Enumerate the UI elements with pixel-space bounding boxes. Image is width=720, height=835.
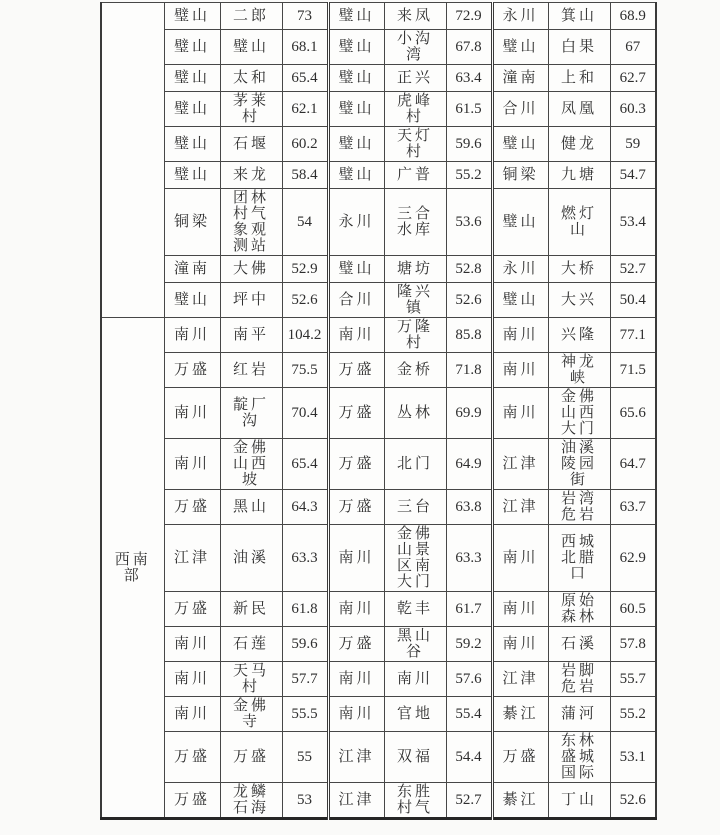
district-cell: 綦江: [492, 783, 548, 819]
table-row: [101, 189, 656, 256]
site-cell: 璧山: [220, 30, 282, 65]
site-cell: 黑山: [220, 490, 282, 525]
district-cell: 江津: [492, 439, 548, 490]
site-cell: 南平: [220, 318, 282, 353]
value-cell: 53.4: [610, 189, 656, 256]
site-cell: 虎峰村: [384, 92, 446, 127]
district-cell: 万盛: [164, 353, 220, 388]
value-cell: 50.4: [610, 283, 656, 318]
site-cell: 官地: [384, 697, 446, 732]
district-cell: 南川: [164, 662, 220, 697]
district-cell: 南川: [328, 318, 384, 353]
value-cell: 52.7: [446, 783, 492, 819]
value-cell: 73: [282, 3, 328, 30]
value-cell: 62.9: [610, 525, 656, 592]
district-cell: 南川: [328, 697, 384, 732]
site-cell: 燃灯山: [548, 189, 610, 256]
site-cell: 太和: [220, 65, 282, 92]
district-cell: 璧山: [328, 127, 384, 162]
district-cell: 璧山: [164, 283, 220, 318]
site-cell: 万盛: [220, 732, 282, 783]
table-row: [101, 627, 656, 662]
value-cell: 61.8: [282, 592, 328, 627]
district-cell: 永川: [328, 189, 384, 256]
site-cell: 来龙: [220, 162, 282, 189]
value-cell: 52.6: [446, 283, 492, 318]
site-cell: 小沟湾: [384, 30, 446, 65]
value-cell: 64.9: [446, 439, 492, 490]
site-cell: 健龙: [548, 127, 610, 162]
value-cell: 59: [610, 127, 656, 162]
site-cell: 金佛山西大门: [548, 388, 610, 439]
site-cell: 来凤: [384, 3, 446, 30]
site-cell: 红岩: [220, 353, 282, 388]
district-cell: 璧山: [328, 92, 384, 127]
rainfall-station-table: [100, 2, 657, 820]
district-cell: 璧山: [164, 65, 220, 92]
site-cell: 龙鳞石海: [220, 783, 282, 819]
table-row: [101, 318, 656, 353]
value-cell: 75.5: [282, 353, 328, 388]
value-cell: 53.1: [610, 732, 656, 783]
district-cell: 永川: [492, 3, 548, 30]
district-cell: 万盛: [164, 592, 220, 627]
district-cell: 万盛: [328, 388, 384, 439]
table-row: [101, 162, 656, 189]
value-cell: 60.5: [610, 592, 656, 627]
district-cell: 璧山: [328, 162, 384, 189]
site-cell: 丁山: [548, 783, 610, 819]
table-row: [101, 92, 656, 127]
district-cell: 江津: [492, 662, 548, 697]
table-row: [101, 283, 656, 318]
table-row: [101, 256, 656, 283]
value-cell: 59.2: [446, 627, 492, 662]
value-cell: 57.8: [610, 627, 656, 662]
site-cell: 东林盛城国际: [548, 732, 610, 783]
table-row: [101, 697, 656, 732]
value-cell: 64.7: [610, 439, 656, 490]
value-cell: 69.9: [446, 388, 492, 439]
value-cell: 64.3: [282, 490, 328, 525]
site-cell: 丛林: [384, 388, 446, 439]
district-cell: 江津: [328, 732, 384, 783]
value-cell: 58.4: [282, 162, 328, 189]
district-cell: 璧山: [492, 189, 548, 256]
site-cell: 油溪陵园街: [548, 439, 610, 490]
district-cell: 南川: [328, 592, 384, 627]
value-cell: 52.9: [282, 256, 328, 283]
value-cell: 63.7: [610, 490, 656, 525]
value-cell: 65.4: [282, 65, 328, 92]
table-row: [101, 3, 656, 30]
site-cell: 岩脚危岩: [548, 662, 610, 697]
site-cell: 新民: [220, 592, 282, 627]
value-cell: 55: [282, 732, 328, 783]
site-cell: 石溪: [548, 627, 610, 662]
value-cell: 85.8: [446, 318, 492, 353]
value-cell: 65.4: [282, 439, 328, 490]
site-cell: 南川: [384, 662, 446, 697]
district-cell: 万盛: [164, 783, 220, 819]
value-cell: 70.4: [282, 388, 328, 439]
site-cell: 天马村: [220, 662, 282, 697]
value-cell: 55.2: [610, 697, 656, 732]
table-row: [101, 30, 656, 65]
value-cell: 67.8: [446, 30, 492, 65]
district-cell: 南川: [328, 662, 384, 697]
value-cell: 55.2: [446, 162, 492, 189]
district-cell: 江津: [164, 525, 220, 592]
district-cell: 璧山: [164, 30, 220, 65]
site-cell: 金佛山西坡: [220, 439, 282, 490]
value-cell: 59.6: [282, 627, 328, 662]
site-cell: 蒲河: [548, 697, 610, 732]
site-cell: 茅莱村: [220, 92, 282, 127]
district-cell: 江津: [492, 490, 548, 525]
district-cell: 万盛: [328, 353, 384, 388]
district-cell: 万盛: [328, 490, 384, 525]
value-cell: 71.8: [446, 353, 492, 388]
value-cell: 54.7: [610, 162, 656, 189]
district-cell: 南川: [492, 353, 548, 388]
table-row: [101, 490, 656, 525]
region-cell: [101, 3, 164, 318]
value-cell: 61.5: [446, 92, 492, 127]
site-cell: 天灯村: [384, 127, 446, 162]
site-cell: 兴隆: [548, 318, 610, 353]
district-cell: 綦江: [492, 697, 548, 732]
district-cell: 江津: [328, 783, 384, 819]
district-cell: 南川: [492, 627, 548, 662]
site-cell: 黑山谷: [384, 627, 446, 662]
value-cell: 55.5: [282, 697, 328, 732]
site-cell: 白果: [548, 30, 610, 65]
district-cell: 南川: [164, 697, 220, 732]
district-cell: 璧山: [492, 30, 548, 65]
value-cell: 63.4: [446, 65, 492, 92]
value-cell: 60.3: [610, 92, 656, 127]
district-cell: 璧山: [164, 127, 220, 162]
site-cell: 西城北腊口: [548, 525, 610, 592]
table-body: [101, 3, 656, 819]
site-cell: 金桥: [384, 353, 446, 388]
table-row: [101, 353, 656, 388]
value-cell: 62.7: [610, 65, 656, 92]
site-cell: 北门: [384, 439, 446, 490]
site-cell: 靛厂沟: [220, 388, 282, 439]
site-cell: 双福: [384, 732, 446, 783]
district-cell: 万盛: [164, 490, 220, 525]
site-cell: 二郎: [220, 3, 282, 30]
district-cell: 潼南: [492, 65, 548, 92]
site-cell: 塘坊: [384, 256, 446, 283]
value-cell: 68.1: [282, 30, 328, 65]
site-cell: 乾丰: [384, 592, 446, 627]
district-cell: 合川: [328, 283, 384, 318]
site-cell: 原始森林: [548, 592, 610, 627]
district-cell: 璧山: [164, 162, 220, 189]
district-cell: 万盛: [164, 732, 220, 783]
value-cell: 62.1: [282, 92, 328, 127]
value-cell: 65.6: [610, 388, 656, 439]
value-cell: 53: [282, 783, 328, 819]
value-cell: 61.7: [446, 592, 492, 627]
site-cell: 金佛山景区南大门: [384, 525, 446, 592]
site-cell: 大兴: [548, 283, 610, 318]
table-row: [101, 783, 656, 819]
value-cell: 57.6: [446, 662, 492, 697]
site-cell: 石堰: [220, 127, 282, 162]
site-cell: 大佛: [220, 256, 282, 283]
district-cell: 南川: [492, 525, 548, 592]
district-cell: 璧山: [328, 3, 384, 30]
table-row: [101, 592, 656, 627]
site-cell: 万隆村: [384, 318, 446, 353]
value-cell: 68.9: [610, 3, 656, 30]
district-cell: 万盛: [492, 732, 548, 783]
value-cell: 63.8: [446, 490, 492, 525]
value-cell: 52.6: [610, 783, 656, 819]
district-cell: 南川: [328, 525, 384, 592]
value-cell: 52.6: [282, 283, 328, 318]
district-cell: 万盛: [328, 439, 384, 490]
site-cell: 坪中: [220, 283, 282, 318]
value-cell: 67: [610, 30, 656, 65]
value-cell: 60.2: [282, 127, 328, 162]
district-cell: 南川: [164, 439, 220, 490]
site-cell: 三台: [384, 490, 446, 525]
district-cell: 潼南: [164, 256, 220, 283]
table-row: [101, 439, 656, 490]
site-cell: 岩湾危岩: [548, 490, 610, 525]
value-cell: 54: [282, 189, 328, 256]
value-cell: 77.1: [610, 318, 656, 353]
site-cell: 上和: [548, 65, 610, 92]
value-cell: 53.6: [446, 189, 492, 256]
site-cell: 隆兴镇: [384, 283, 446, 318]
site-cell: 团林村气象观测站: [220, 189, 282, 256]
table-row: [101, 662, 656, 697]
district-cell: 南川: [164, 627, 220, 662]
value-cell: 104.2: [282, 318, 328, 353]
site-cell: 油溪: [220, 525, 282, 592]
district-cell: 璧山: [328, 256, 384, 283]
site-cell: 广普: [384, 162, 446, 189]
district-cell: 南川: [492, 592, 548, 627]
value-cell: 57.7: [282, 662, 328, 697]
district-cell: 南川: [492, 388, 548, 439]
table-row: [101, 525, 656, 592]
value-cell: 63.3: [446, 525, 492, 592]
value-cell: 71.5: [610, 353, 656, 388]
site-cell: 九塘: [548, 162, 610, 189]
district-cell: 万盛: [328, 627, 384, 662]
district-cell: 璧山: [492, 127, 548, 162]
district-cell: 南川: [164, 318, 220, 353]
site-cell: 金佛寺: [220, 697, 282, 732]
site-cell: 箕山: [548, 3, 610, 30]
district-cell: 铜梁: [492, 162, 548, 189]
district-cell: 永川: [492, 256, 548, 283]
value-cell: 54.4: [446, 732, 492, 783]
site-cell: 凤凰: [548, 92, 610, 127]
value-cell: 52.8: [446, 256, 492, 283]
region-cell: 西南部: [101, 318, 164, 819]
value-cell: 59.6: [446, 127, 492, 162]
site-cell: 神龙峡: [548, 353, 610, 388]
district-cell: 合川: [492, 92, 548, 127]
value-cell: 55.7: [610, 662, 656, 697]
site-cell: 正兴: [384, 65, 446, 92]
table-row: [101, 388, 656, 439]
site-cell: 东胜村气: [384, 783, 446, 819]
district-cell: 南川: [164, 388, 220, 439]
district-cell: 南川: [492, 318, 548, 353]
district-cell: 璧山: [164, 92, 220, 127]
value-cell: 55.4: [446, 697, 492, 732]
value-cell: 72.9: [446, 3, 492, 30]
site-cell: 石莲: [220, 627, 282, 662]
district-cell: 璧山: [164, 3, 220, 30]
table-row: [101, 127, 656, 162]
table-row: [101, 65, 656, 92]
district-cell: 铜梁: [164, 189, 220, 256]
value-cell: 63.3: [282, 525, 328, 592]
table-row: [101, 732, 656, 783]
value-cell: 52.7: [610, 256, 656, 283]
district-cell: 璧山: [328, 65, 384, 92]
site-cell: 大桥: [548, 256, 610, 283]
district-cell: 璧山: [328, 30, 384, 65]
district-cell: 璧山: [492, 283, 548, 318]
site-cell: 三合水库: [384, 189, 446, 256]
